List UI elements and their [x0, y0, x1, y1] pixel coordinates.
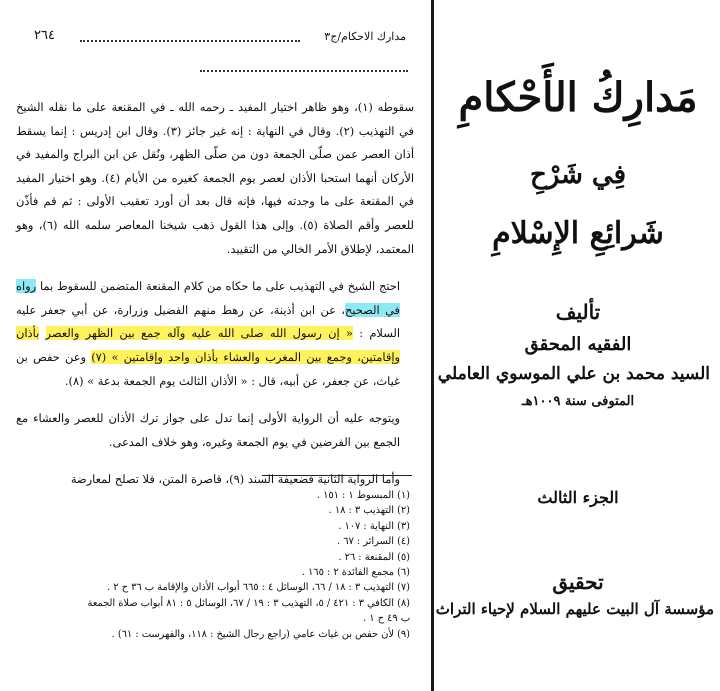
footnote: (٣) النهاية : ١٠٧ . — [338, 520, 410, 532]
author-role: الفقيه المحقق — [524, 334, 632, 355]
header-title: مدارك الاحكام/ج٣ — [324, 30, 406, 43]
text-line: جعفر عليه السلام : — [16, 302, 401, 341]
text-line: بدعة » (٨). — [64, 373, 120, 388]
authored-by-label: تأليف — [555, 300, 601, 324]
text-line: سقوطه (١)، وهو ظاهر اختيار المفيد ـ رحمه الله ـ في المقنعة على ما نقله الشيخ في — [16, 100, 414, 138]
subtitle-in-explanation: فِي شَرْحِ — [529, 160, 627, 190]
text-line: بما — [36, 279, 54, 294]
page-number: ٢٦٤ — [34, 28, 55, 43]
footnote: (١) المبسوط ١ : ١٥١ . — [316, 490, 410, 501]
highlighted-phrase-blue: رواه في الصحيح — [16, 279, 401, 317]
highlighted-quote: بأذان وإقامتين، وجمع بين المغرب والعشاء بأذان واحد وإقامتين » (٧) — [16, 326, 400, 364]
text-line: ويتوجه عليه أن الرواية الأولى إنما تدل على جواز ترك الأذان للعصر — [74, 411, 400, 426]
text-line: حفص بن غياث، عن جعفر، عن أبيه، قال : « الأذان الثالث يوم الجمعة — [16, 349, 400, 388]
footnote: (٨) الكافي ٣ : ٤٢١ / ٥، التهذيب ٣ : ١٩ / ٦٧، الوسائل ٥ : ٨١ أبواب صلاة الجمعة — [87, 597, 410, 609]
page-gutter — [431, 0, 434, 691]
editor-name: مؤسسة آل البيت عليهم السلام لإحياء التراث — [435, 600, 714, 618]
footnotes — [15, 488, 410, 642]
running-header — [30, 30, 410, 46]
text-line: وأما الرواية الثانية فضعيفة السند (٩)، قاصرة المتن، فلا تصلح لمعارضة — [70, 472, 400, 487]
header-dotted-rule — [80, 40, 300, 42]
text-line: احتج الشيخ في التهذيب على ما حكاه من كلام المقنعة المتضمن للسقوط — [57, 279, 400, 294]
author-death-date: المتوفى سنة ١٠٠٩هـ — [521, 394, 635, 409]
text-line: الأولى : ثم قم فأذّن للعصر وأقم الصلاة (٥). وإلى هذا القول ذهب شيخنا — [16, 194, 414, 232]
paragraph-3 — [16, 407, 414, 454]
commented-book-title: شَرائِعِ الإِسْلامِ — [492, 216, 664, 251]
highlighted-quote: « إن رسول الله صلى الله عليه وآله جمع بين الظهر والعصر — [45, 326, 353, 341]
footnote: (٦) مجمع الفائدة ٢ : ١٦٥ . — [301, 567, 410, 579]
text-line: والعشاء مع الجمع بين الفرضين في يوم الجمعة وغيره، وهو خلاف المدعى. — [16, 411, 400, 449]
section-dotted-separator — [200, 70, 408, 72]
text-line: والمفيد في الأركان أنهما استحبا الأذان لعصر يوم الجمعة كغيره من الأيام (٤). وهو — [16, 147, 414, 185]
volume-label: الجزء الثالث — [537, 488, 619, 507]
paragraph-2 — [16, 275, 414, 393]
author-name: السيد محمد بن علي الموسوي العاملي — [437, 364, 710, 384]
paragraph-1 — [16, 96, 414, 261]
footnote: (٩) لأن حفص بن غياث عامي (راجع رجال الشيخ : ١١٨، والفهرست : ٦١) . — [111, 628, 410, 640]
edited-by-label: تحقيق — [552, 570, 604, 594]
text-line: المعاصر سلمه الله (٦)، وهو المعتمد، لإطلاق الأمر الخالي من التقييد. — [16, 217, 414, 256]
footnote: (٢) التهذيب ٣ : ١٨ . — [328, 505, 410, 517]
text-line: اختيار المفيد في المقنعة على ما وجدته فيها، فإنه قال بعد أن أورد تعقيب — [16, 170, 414, 209]
title-page — [436, 0, 720, 691]
footnote: ب ٤٩ ح ١ . — [363, 613, 410, 625]
footnote: (٥) المقنعة : ٢٦ . — [338, 551, 410, 563]
text-line: ، عن ابن أذينة، عن رهط منهم الفضيل وزرارة، عن أبي — [71, 302, 345, 317]
text-line: أذان العصر عمن صلّى الجمعة دون من صلّى الظهر، ونُقل عن ابن البراج — [72, 147, 415, 162]
footnote-rule — [262, 475, 412, 476]
footnote: (٧) التهذيب ٣ : ١٨ / ٦٦، الوسائل ٤ : ٦٦٥ أبواب الأذان والإقامة ب ٣٦ ح ٢ . — [107, 582, 410, 594]
text-line: وعن — [65, 349, 92, 364]
text-line: التهذيب (٢). وقال في النهاية : إنه غير جائز (٣). وقال ابن إدريس : إنما يسقط — [16, 123, 395, 138]
book-title: مَدارِكُ الأَحْكامِ — [458, 74, 698, 121]
body-text — [16, 96, 414, 492]
footnote: (٤) السرائر : ٦٧ . — [336, 536, 410, 548]
